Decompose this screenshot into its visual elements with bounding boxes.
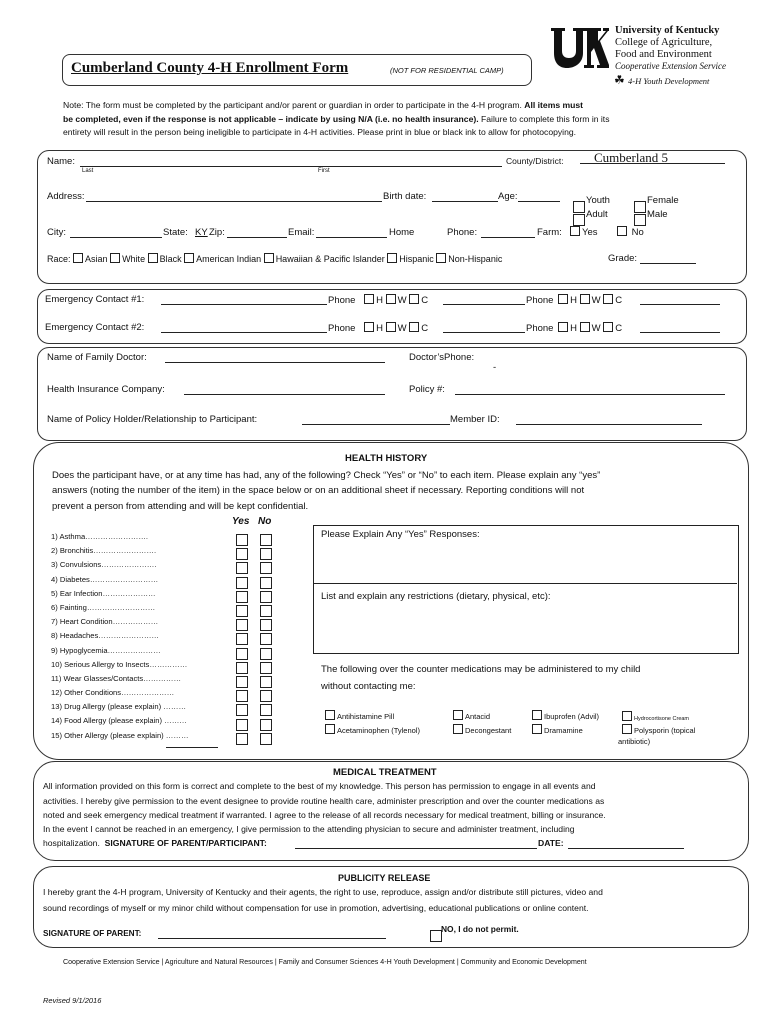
health-yes-checkbox[interactable] — [236, 648, 248, 660]
health-yes-checkbox[interactable] — [236, 562, 248, 574]
restrictions-label: List and explain any restrictions (dietary, physical, etc): — [321, 591, 551, 602]
doctor-phone-dash: - — [493, 362, 497, 373]
e2a-h: H — [376, 323, 383, 334]
city-line[interactable] — [70, 237, 162, 238]
e2a-w-checkbox[interactable] — [386, 322, 396, 332]
name-line[interactable] — [80, 166, 502, 167]
health-item: 8) Headaches…………………… — [51, 631, 160, 641]
health-yes-checkbox[interactable] — [236, 605, 248, 617]
otc-line-2: without contacting me: — [321, 681, 416, 692]
health-no-checkbox[interactable] — [260, 534, 272, 546]
farm-label: Farm: — [537, 227, 562, 238]
health-item: 2) Bronchitis……………………. — [51, 546, 157, 556]
medical-signature-line[interactable] — [295, 848, 537, 849]
race-asian: Asian — [85, 254, 108, 264]
youth-checkbox[interactable] — [573, 201, 585, 213]
e1b-h-checkbox[interactable] — [558, 294, 568, 304]
uni-line-2: College of Agriculture, — [615, 37, 713, 48]
county-label: County/District: — [506, 156, 564, 166]
medical-date-line[interactable] — [568, 848, 684, 849]
emergency-2-line[interactable] — [161, 332, 327, 333]
e1b-h: H — [570, 295, 577, 306]
form-title: Cumberland County 4-H Enrollment Form — [71, 60, 349, 76]
race-white-checkbox[interactable] — [110, 253, 120, 263]
emergency-2-phone-b-line[interactable] — [640, 332, 720, 333]
county-value: Cumberland 5 — [594, 150, 669, 165]
note-2a: be completed, even if the response is not applicable – indicate by using N/A (i.e. no health insurance). — [63, 114, 479, 124]
doctor-phone-label: Doctor’sPhone: — [409, 352, 475, 363]
youth-label: Youth — [586, 195, 610, 206]
e1a-c-checkbox[interactable] — [409, 294, 419, 304]
e2b-c: C — [615, 323, 623, 334]
health-no-checkbox[interactable] — [260, 619, 272, 631]
med-antihistamine[interactable] — [325, 710, 394, 721]
phone-label-2a: Phone — [328, 323, 356, 334]
city-label: City: — [47, 227, 66, 238]
uni-line-3: Food and Environment — [615, 49, 712, 60]
med-label: Polysporin (topical — [634, 726, 696, 735]
health-item: 15) Other Allergy (please explain) ……… — [51, 730, 189, 740]
race-hispanic-checkbox[interactable] — [387, 253, 397, 263]
note-line-3: entirety will result in the person being ineligible to participate in 4-H activities. Please print in blue or black ink to allow for photocopying. — [63, 127, 577, 137]
health-no-checkbox[interactable] — [260, 605, 272, 617]
health-no-checkbox[interactable] — [260, 704, 272, 716]
e1a-h: H — [376, 295, 383, 306]
grade-line[interactable] — [640, 263, 696, 264]
farm-no-label: No — [631, 227, 644, 238]
race-amind-checkbox[interactable] — [184, 253, 194, 263]
male-checkbox[interactable] — [634, 214, 646, 226]
race-black: Black — [159, 254, 182, 264]
publicity-l2: sound recordings of myself or my minor child without compensation for use in promotion, advertising, educational publications or online content. — [43, 903, 589, 913]
note-line-1 — [63, 100, 583, 110]
health-yes-checkbox[interactable] — [236, 676, 248, 688]
uni-line-1: University of Kentucky — [615, 25, 720, 36]
farm-no-checkbox[interactable] — [617, 226, 627, 236]
revised-date: Revised 9/1/2016 — [43, 996, 102, 1005]
med-polysporin[interactable] — [622, 724, 695, 735]
health-item: 3) Convulsions…………………. — [51, 560, 157, 570]
emergency-2-phone-b — [526, 322, 622, 334]
insurance-line[interactable] — [184, 394, 385, 395]
health-item: 9) Hypoglycemia………………… — [51, 645, 161, 655]
emergency-2-phone-a — [328, 322, 428, 334]
med-checkbox[interactable] — [622, 711, 632, 721]
age-label: Age: — [498, 191, 518, 202]
e1b-c-checkbox[interactable] — [603, 294, 613, 304]
race-hispanic: Hispanic — [399, 254, 434, 264]
female-checkbox[interactable] — [634, 201, 646, 213]
footer-programs: Cooperative Extension Service | Agriculture and Natural Resources | Family and Consumer Sciences 4-H Youth Development | Community and Economic Development — [63, 957, 587, 966]
e1b-c: C — [615, 295, 623, 306]
farm-yes-label: Yes — [582, 227, 598, 238]
race-american-indian: American Indian — [196, 254, 262, 264]
youth-dev: 4-H Youth Development — [628, 76, 710, 86]
health-items-list — [51, 532, 231, 745]
state-value: KY — [195, 227, 208, 238]
form-subtitle: (NOT FOR RESIDENTIAL CAMP) — [390, 66, 504, 75]
health-item: 7) Heart Condition……………… — [51, 617, 159, 627]
state-label: State: — [163, 227, 188, 238]
e2b-w: W — [591, 323, 601, 334]
race-asian-checkbox[interactable] — [73, 253, 83, 263]
emergency-1-phone-b — [526, 294, 622, 306]
health-yes-checkbox[interactable] — [236, 719, 248, 731]
e2a-w: W — [397, 323, 407, 334]
health-no-checkbox[interactable] — [260, 690, 272, 702]
race-nonhispanic-checkbox[interactable] — [436, 253, 446, 263]
med-checkbox[interactable] — [532, 710, 542, 720]
family-doctor-line[interactable] — [165, 362, 385, 363]
e2b-c-checkbox[interactable] — [603, 322, 613, 332]
health-intro-1: Does the participant have, or at any time has had, any of the following? Check “Yes” or “No” to each item. Please explain any “yes” — [52, 470, 601, 481]
adult-label: Adult — [586, 209, 608, 220]
publicity-title: PUBLICITY RELEASE — [338, 873, 431, 883]
health-item: 12) Other Conditions………………… — [51, 688, 175, 698]
health-yes-checkbox[interactable] — [236, 662, 248, 674]
med-label: Decongestant — [465, 726, 512, 735]
race-row — [47, 253, 502, 264]
medical-l3: noted and seek emergency medical treatment if warranted. I agree to the release of all records necessary for medical treatment, billing or insurance. — [43, 810, 606, 820]
emergency-1-label: Emergency Contact #1: — [45, 294, 145, 305]
med-hydrocortisone[interactable] — [622, 711, 689, 722]
med-decongestant[interactable] — [453, 724, 511, 735]
medical-l1: All information provided on this form is correct and complete to the best of my knowledge. This person has permission to engage in all events and — [43, 781, 596, 791]
health-yes-checkbox[interactable] — [236, 733, 248, 745]
e2b-h: H — [570, 323, 577, 334]
health-no-checkbox[interactable] — [260, 648, 272, 660]
name-label: Name: — [47, 156, 75, 167]
race-hawaiian: Hawaiian & Pacific Islander — [275, 254, 385, 264]
med-checkbox[interactable] — [453, 710, 463, 720]
med-checkbox[interactable] — [325, 710, 335, 720]
medical-l5 — [43, 838, 267, 848]
med-label: Acetaminophen (Tylenol) — [337, 726, 420, 735]
publicity-l1: I hereby grant the 4-H program, University of Kentucky and their agents, the right to use, reproduce, assign and/or distribute still pictures, video and — [43, 887, 603, 897]
med-checkbox[interactable] — [325, 724, 335, 734]
home-label: Home — [389, 227, 415, 238]
clover-icon: ☘ — [614, 73, 625, 87]
family-doctor-label: Name of Family Doctor: — [47, 352, 147, 363]
note-2b: Failure to complete this form in its — [478, 114, 610, 124]
emergency-1-phone-a — [328, 294, 428, 306]
emergency-2-label: Emergency Contact #2: — [45, 322, 145, 333]
e1a-w-checkbox[interactable] — [386, 294, 396, 304]
med-label: Antacid — [465, 712, 491, 721]
no-permit-label: NO, I do not permit. — [441, 924, 519, 934]
explain-divider — [313, 583, 737, 584]
health-item: 14) Food Allergy (please explain) ……… — [51, 716, 187, 726]
explain-label: Please Explain Any “Yes” Responses: — [321, 529, 480, 540]
med-label: Antihistamine Pill — [337, 712, 395, 721]
health-item: 11) Wear Glasses/Contacts…………… — [51, 673, 182, 683]
adult-checkbox[interactable] — [573, 214, 585, 226]
holder-label: Name of Policy Holder/Relationship to Participant: — [47, 414, 258, 425]
health-no-checkbox[interactable] — [260, 548, 272, 560]
health-no-checkbox[interactable] — [260, 562, 272, 574]
emergency-1-line[interactable] — [161, 304, 327, 305]
note-1a: Note: The form must be completed by the participant and/or parent or guardian in order to participate in the 4-H program. — [63, 100, 525, 110]
note-line-2 — [63, 114, 610, 124]
race-non-hispanic: Non-Hispanic — [448, 254, 503, 264]
e2b-h-checkbox[interactable] — [558, 322, 568, 332]
race-label: Race: — [47, 254, 71, 264]
health-no-checkbox[interactable] — [260, 633, 272, 645]
health-yes-checkbox[interactable] — [236, 704, 248, 716]
policy-line[interactable] — [455, 394, 725, 395]
insurance-label: Health Insurance Company: — [47, 384, 165, 395]
male-label: Male — [647, 209, 668, 220]
holder-line[interactable] — [302, 424, 450, 425]
health-item: 5) Ear Infection………………… — [51, 588, 156, 598]
other-allergy-line[interactable] — [166, 747, 218, 748]
health-item: 10) Serious Allergy to Insects…………… — [51, 659, 188, 669]
birth-line[interactable] — [432, 201, 498, 202]
e1b-w-checkbox[interactable] — [580, 294, 590, 304]
uni-line-4: Cooperative Extension Service — [615, 61, 726, 71]
explain-box[interactable] — [313, 525, 739, 654]
publicity-signature-label: SIGNATURE OF PARENT: — [43, 929, 142, 938]
med-label: Hydrocortisone Cream — [634, 716, 690, 722]
race-hawaiian-checkbox[interactable] — [264, 253, 274, 263]
farm-no[interactable] — [617, 226, 644, 238]
health-no-checkbox[interactable] — [260, 662, 272, 674]
health-intro-3: prevent a person from attending and will be kept confidential. — [52, 501, 309, 512]
note-1b: All items must — [524, 100, 584, 110]
e2b-w-checkbox[interactable] — [580, 322, 590, 332]
med-ibuprofen[interactable] — [532, 710, 599, 721]
med-checkbox[interactable] — [532, 724, 542, 734]
medical-l4: In the event I cannot be reached in an emergency, I give permission to the attending physician to secure and administer treatment, including — [43, 824, 575, 834]
med-polysporin-2: antibiotic) — [618, 737, 651, 746]
med-dramamine[interactable] — [532, 724, 583, 735]
e1b-w: W — [591, 295, 601, 306]
address-line[interactable] — [86, 201, 382, 202]
health-no-checkbox[interactable] — [260, 676, 272, 688]
race-black-checkbox[interactable] — [148, 253, 158, 263]
med-checkbox[interactable] — [453, 724, 463, 734]
health-no-checkbox[interactable] — [260, 577, 272, 589]
e2a-h-checkbox[interactable] — [364, 322, 374, 332]
email-line[interactable] — [316, 237, 387, 238]
female-label: Female — [647, 195, 679, 206]
medical-l5-text: hospitalization. — [43, 838, 100, 848]
zip-line[interactable] — [227, 237, 287, 238]
e2a-c-checkbox[interactable] — [409, 322, 419, 332]
med-checkbox[interactable] — [622, 724, 632, 734]
address-label: Address: — [47, 191, 85, 202]
yes-header: Yes — [232, 516, 250, 527]
emergency-1-phone-b-line[interactable] — [640, 304, 720, 305]
med-label: Ibuprofen (Advil) — [544, 712, 600, 721]
emergency-1-phone-a-line[interactable] — [443, 304, 525, 305]
health-item: 1) Asthma……………………. — [51, 532, 149, 541]
med-label: Dramamine — [544, 726, 583, 735]
no-header: No — [258, 516, 272, 527]
first-label: First — [318, 168, 330, 174]
race-white: White — [122, 254, 146, 264]
policy-label: Policy #: — [409, 384, 445, 395]
health-no-checkbox[interactable] — [260, 719, 272, 731]
health-no-checkbox[interactable] — [260, 733, 272, 745]
med-acetaminophen[interactable] — [325, 724, 420, 735]
last-label: Last — [82, 168, 94, 174]
health-item: 6) Fainting……………………… — [51, 602, 156, 612]
uk-logo — [549, 25, 609, 71]
member-line[interactable] — [516, 424, 702, 425]
health-yes-checkbox[interactable] — [236, 633, 248, 645]
health-yes-checkbox[interactable] — [236, 548, 248, 560]
farm-yes-checkbox[interactable] — [570, 226, 580, 236]
otc-line-1: The following over the counter medications may be administered to my child — [321, 664, 641, 675]
phone-label-1b: Phone — [526, 295, 554, 306]
e1a-c: C — [421, 295, 429, 306]
phone-label-1a: Phone — [328, 295, 356, 306]
health-no-checkbox[interactable] — [260, 591, 272, 603]
phone-label: Phone: — [447, 227, 478, 238]
med-antacid[interactable] — [453, 710, 490, 721]
e2a-c: C — [421, 323, 429, 334]
grade-label: Grade: — [608, 253, 638, 264]
emergency-2-phone-a-line[interactable] — [443, 332, 525, 333]
member-label: Member ID: — [450, 414, 500, 425]
e1a-h-checkbox[interactable] — [364, 294, 374, 304]
phone-line[interactable] — [481, 237, 535, 238]
health-item: 13) Drug Allergy (please explain) ……… — [51, 702, 187, 712]
farm-yes[interactable] — [570, 226, 598, 238]
publicity-signature-line[interactable] — [158, 938, 386, 939]
age-line[interactable] — [518, 201, 560, 202]
health-yes-checkbox[interactable] — [236, 591, 248, 603]
health-intro-2: answers (noting the number of the item) in the space below or on an additional sheet if necessary. Reporting conditions will not — [52, 485, 585, 496]
medical-title: MEDICAL TREATMENT — [333, 767, 437, 778]
medical-l2: activities. I hereby give permission to the event designee to provide routine health care, administer prescription and over the counter medications as — [43, 796, 605, 806]
phone-label-2b: Phone — [526, 323, 554, 334]
health-item: 4) Diabetes……………………… — [51, 574, 159, 584]
medical-date-label: DATE: — [538, 838, 564, 848]
health-yes-checkbox[interactable] — [236, 577, 248, 589]
medical-signature-label: SIGNATURE OF PARENT/PARTICIPANT: — [104, 838, 267, 848]
health-yes-checkbox[interactable] — [236, 619, 248, 631]
zip-label: Zip: — [209, 227, 225, 238]
e1a-w: W — [397, 295, 407, 306]
birth-label: Birth date: — [383, 191, 427, 202]
health-title: HEALTH HISTORY — [345, 453, 428, 464]
email-label: Email: — [288, 227, 315, 238]
health-yes-checkbox[interactable] — [236, 690, 248, 702]
health-yes-checkbox[interactable] — [236, 534, 248, 546]
